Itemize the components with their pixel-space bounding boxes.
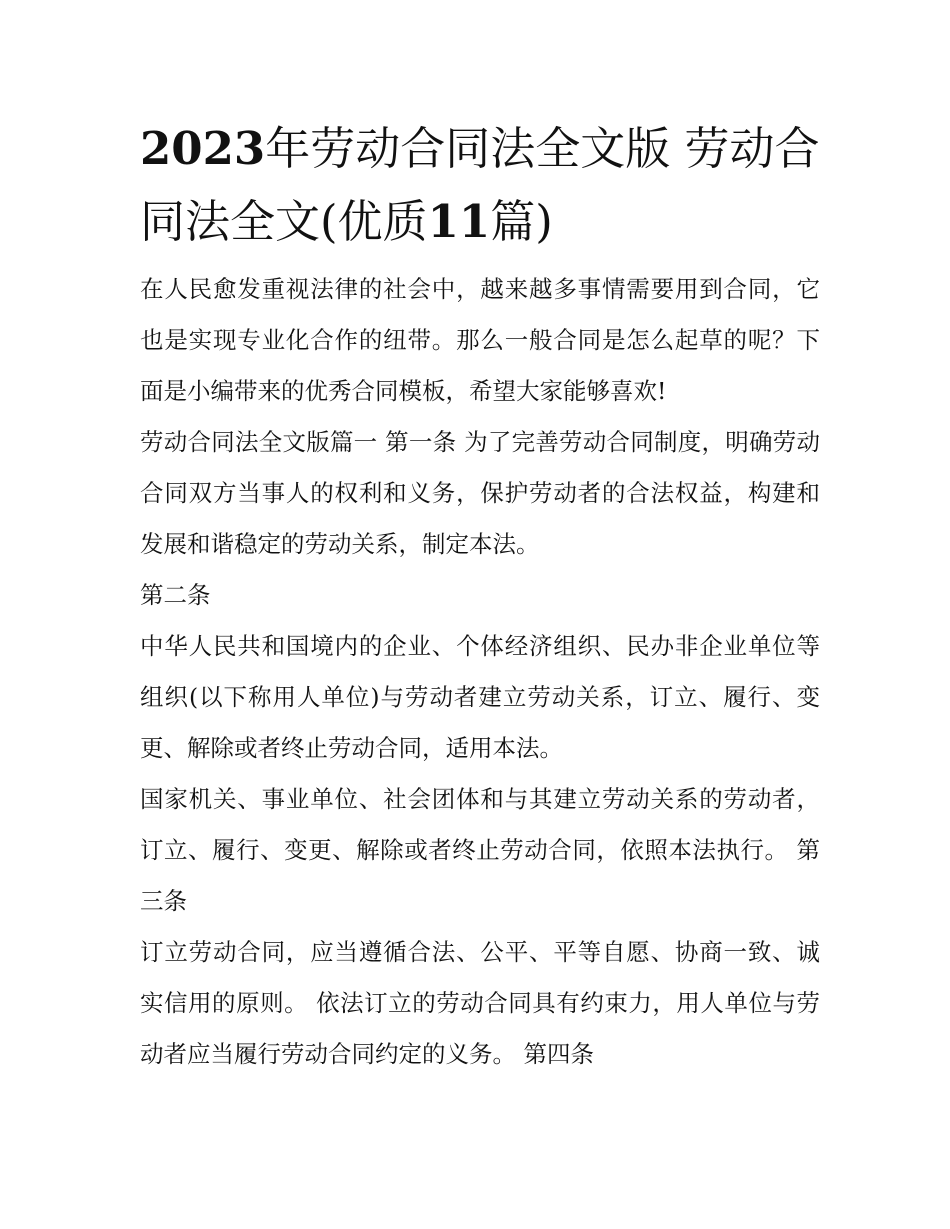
- paragraph-article-1: 劳动合同法全文版篇一 第一条 为了完善劳动合同制度，明确劳动合同双方当事人的权利和义务，保护劳动者的合法权益，构建和发展和谐稳定的劳动关系，制定本法。: [140, 428, 820, 558]
- title-text-main: 年劳动合同法全文版 劳动合同法全文(优质: [140, 122, 820, 248]
- paragraph-article-2-text: 中华人民共和国境内的企业、个体经济组织、民办非企业单位等组织(以下称用人单位)与劳动者建立劳动关系，订立、履行、变更、解除或者终止劳动合同，适用本法。: [140, 632, 820, 762]
- paragraph-article-2-heading: 第二条: [140, 581, 211, 609]
- title-count: 11: [427, 195, 491, 248]
- document-title: [140, 112, 820, 258]
- paragraph-intro: 在人民愈发重视法律的社会中，越来越多事情需要用到合同，它也是实现专业化合作的纽带。那么一般合同是怎么起草的呢？下面是小编带来的优秀合同模板，希望大家能够喜欢!: [140, 275, 820, 405]
- document-body: [140, 264, 820, 1080]
- document-page: [140, 112, 820, 1080]
- title-year: 2023: [140, 122, 266, 175]
- paragraph-article-2-supplement: 国家机关、事业单位、社会团体和与其建立劳动关系的劳动者，订立、履行、变更、解除或者终止劳动合同，依照本法执行。 第三条: [140, 785, 820, 915]
- title-text-end: 篇): [490, 195, 553, 248]
- paragraph-article-3-text: 订立劳动合同，应当遵循合法、公平、平等自愿、协商一致、诚实信用的原则。 依法订立的劳动合同具有约束力，用人单位与劳动者应当履行劳动合同约定的义务。 第四条: [140, 938, 820, 1068]
